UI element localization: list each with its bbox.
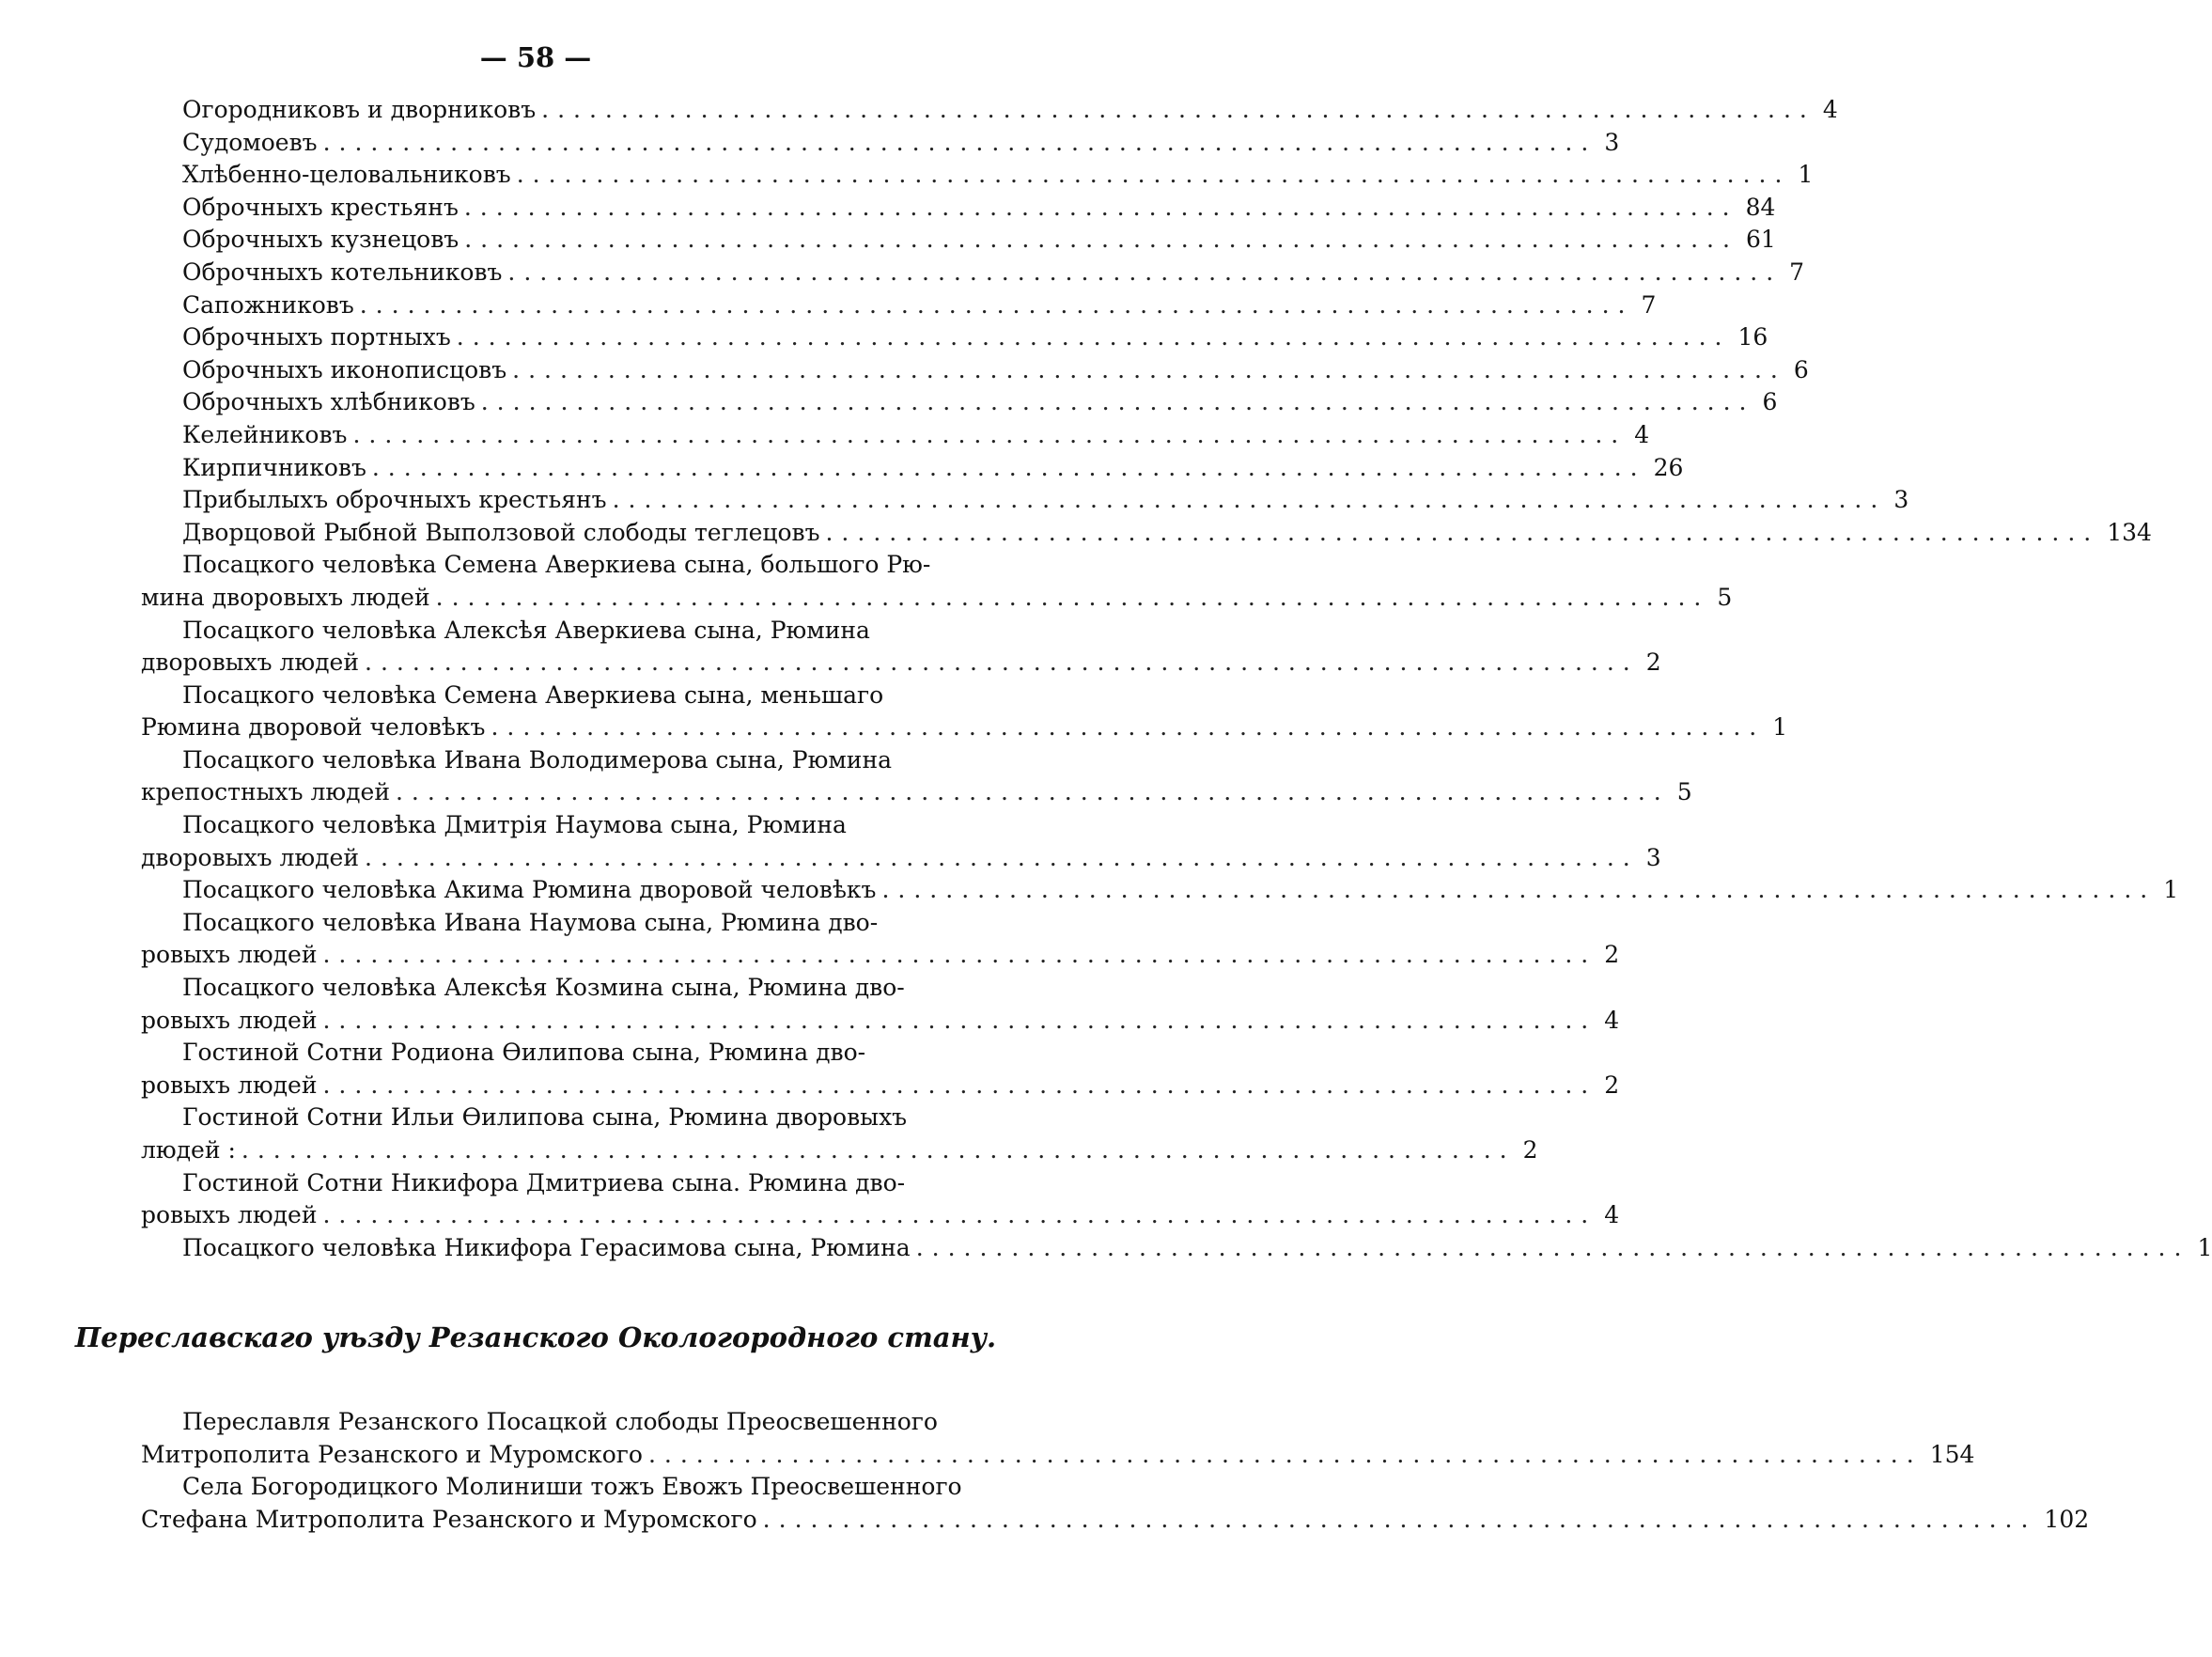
entry-label: дворовыхъ людей — [141, 843, 359, 871]
entry-count: 2 — [1604, 941, 1620, 969]
entry-count: 4 — [1634, 420, 1650, 448]
entry-row — [141, 386, 1778, 419]
entry-label: Оброчныхъ котельниковъ — [182, 258, 503, 286]
entry-count: 154 — [1929, 1440, 1975, 1468]
entry-row — [141, 1070, 1620, 1102]
entry-count: 1 — [1772, 713, 1788, 742]
entry-row — [141, 1037, 977, 1070]
entry-label: Митрополита Резанского и Муромского — [141, 1440, 643, 1468]
leader-dots: ................................................................................ — [915, 1233, 2190, 1261]
entry-label: Села Богородицкого Молиниши тожъ Евожъ Преосвешенного — [182, 1473, 962, 1501]
page-number: — 58 — — [479, 41, 592, 73]
leader-dots: ................................................................................ — [359, 290, 1634, 319]
entry-row — [141, 744, 977, 777]
leader-dots: ................................................................................ — [612, 486, 1887, 514]
leader-dots: ................................................................................ — [480, 388, 1755, 416]
section-heading: Переславскаго уѣзду Резанского Окологородного стану. — [74, 1321, 997, 1353]
leader-dots: ................................................................................ — [762, 1505, 2037, 1533]
entry-label: Огородниковъ и дворниковъ — [182, 96, 537, 123]
entry-row — [141, 842, 1661, 875]
leader-dots: ................................................................................ — [322, 1201, 1597, 1229]
leader-dots: ................................................................................ — [371, 453, 1646, 481]
entry-row — [141, 582, 1733, 615]
leader-dots: ................................................................................ — [395, 778, 1670, 806]
entry-label: ровыхъ людей — [141, 1006, 318, 1034]
entry-row — [141, 192, 1776, 225]
entry-label: Рюмина дворовой человѣкъ — [141, 713, 486, 742]
leader-dots: ................................................................................ — [825, 518, 2100, 546]
entry-row — [141, 94, 1838, 127]
entry-row — [141, 354, 1809, 387]
entry-label: Хлѣбенно-целовальниковъ — [182, 161, 511, 189]
entry-label: Прибылыхъ оброчныхъ крестьянъ — [182, 486, 607, 514]
entry-label: Судомоевъ — [182, 128, 318, 156]
leader-dots: ................................................................................ — [322, 128, 1597, 156]
entry-label: Посацкого человѣка Семена Аверкиева сына, большого Рю- — [182, 551, 931, 579]
entry-count: 6 — [1793, 355, 1809, 383]
entry-row — [141, 484, 1909, 517]
entry-row — [141, 517, 2152, 550]
entry-count: 2 — [1522, 1136, 1538, 1164]
leader-dots: ................................................................................ — [365, 649, 1639, 677]
entry-label: людей : — [141, 1136, 236, 1164]
entry-row — [141, 159, 1814, 192]
leader-dots: ................................................................................ — [322, 941, 1597, 969]
leader-dots: ................................................................................ — [507, 258, 1783, 286]
entry-row — [141, 1005, 1620, 1038]
leader-dots: ................................................................................ — [516, 161, 1791, 189]
entry-label: ровыхъ людей — [141, 1201, 318, 1229]
entry-row — [141, 1232, 2212, 1265]
entry-row — [141, 224, 1776, 257]
entry-row — [141, 680, 977, 712]
leader-dots: ................................................................................ — [541, 96, 1815, 123]
leader-dots: ................................................................................ — [322, 1006, 1597, 1034]
entry-count: 5 — [1676, 778, 1692, 806]
entry-row — [141, 289, 1657, 322]
entry-count: 3 — [1645, 843, 1661, 871]
leader-dots: ................................................................................ — [456, 323, 1731, 352]
entry-label: дворовыхъ людей — [141, 649, 359, 677]
leader-dots: ................................................................................ — [512, 355, 1786, 383]
entry-count: 7 — [1641, 290, 1657, 319]
leader-dots: ................................................................................ — [464, 226, 1738, 254]
entry-label: Келейниковъ — [182, 420, 348, 448]
entry-label: Посацкого человѣка Семена Аверкиева сына, меньшаго — [182, 680, 884, 709]
entry-count: 84 — [1745, 193, 1776, 221]
entry-count: 134 — [2107, 518, 2152, 546]
entry-label: Дворцовой Рыбной Выползовой слободы теглецовъ — [182, 518, 820, 546]
entry-row — [141, 419, 1650, 452]
registry-list — [141, 94, 2212, 1264]
entry-count: 102 — [2044, 1505, 2090, 1533]
entry-count: 2 — [1604, 1071, 1620, 1099]
entry-count: 4 — [1822, 96, 1838, 123]
entry-label: Посацкого человѣка Ивана Наумова сына, Рюмина дво- — [182, 908, 879, 936]
entry-label: Посацкого человѣка Акима Рюмина дворовой человѣкъ — [182, 876, 877, 904]
entry-label: ровыхъ людей — [141, 1071, 318, 1099]
entry-row — [141, 452, 1684, 485]
entry-count: 2 — [1645, 649, 1661, 677]
entry-row — [141, 1199, 1620, 1232]
entry-row — [141, 907, 977, 940]
entry-label: Посацкого человѣка Никифора Герасимова сына, Рюмина — [182, 1233, 911, 1261]
entry-row — [141, 1167, 977, 1200]
entry-label: крепостныхъ людей — [141, 778, 390, 806]
entry-count: 3 — [1893, 486, 1909, 514]
entry-row — [141, 972, 977, 1005]
entry-label: Стефана Митрополита Резанского и Муромского — [141, 1505, 757, 1533]
entry-label: ровыхъ людей — [141, 941, 318, 969]
entry-label: Гостиной Сотни Родиона Ѳилипова сына, Рюмина дво- — [182, 1039, 866, 1067]
entry-label: Оброчныхъ портныхъ — [182, 323, 451, 352]
entry-count: 7 — [1789, 258, 1805, 286]
entry-count: 5 — [1717, 583, 1733, 611]
entry-label: Посацкого человѣка Алексѣя Аверкиева сына, Рюмина — [182, 616, 870, 644]
entry-row — [141, 127, 1620, 160]
entry-row — [141, 1439, 1975, 1472]
entry-count: 26 — [1653, 453, 1684, 481]
entry-row — [141, 1471, 977, 1504]
entry-label: Сапожниковъ — [182, 290, 354, 319]
entry-label: Кирпичниковъ — [182, 453, 366, 481]
entry-row — [141, 1504, 2090, 1537]
entry-row — [141, 711, 1788, 744]
leader-dots: ................................................................................ — [881, 876, 2157, 904]
entry-label: Гостиной Сотни Никифора Дмитриева сына. Рюмина дво- — [182, 1168, 906, 1196]
entry-label: Переславля Резанского Посацкой слободы Преосвешенного — [182, 1408, 938, 1435]
entry-label: Посацкого человѣка Ивана Володимерова сына, Рюмина — [182, 745, 893, 774]
leader-dots: ................................................................................ — [322, 1071, 1597, 1099]
entry-label: Посацкого человѣка Алексѣя Козмина сына, Рюмина дво- — [182, 974, 905, 1002]
entry-row — [141, 1134, 1538, 1167]
entry-count: 61 — [1745, 226, 1776, 254]
leader-dots: ................................................................................ — [241, 1136, 1516, 1164]
entry-label: мина дворовыхъ людей — [141, 583, 430, 611]
entry-label: Оброчныхъ кузнецовъ — [182, 226, 460, 254]
entry-count: 1 — [2163, 876, 2179, 904]
entry-row — [141, 1102, 977, 1134]
entry-row — [141, 776, 1692, 809]
entry-label: Оброчныхъ хлѣбниковъ — [182, 388, 475, 416]
entry-count: 1 — [1798, 161, 1814, 189]
entry-count: 6 — [1762, 388, 1778, 416]
leader-dots: ................................................................................ — [491, 713, 1766, 742]
entry-count: 4 — [1604, 1006, 1620, 1034]
entry-label: Оброчныхъ иконописцовъ — [182, 355, 507, 383]
entry-row — [141, 257, 1805, 289]
entry-row — [141, 647, 1661, 680]
entry-label: Оброчныхъ крестьянъ — [182, 193, 459, 221]
entry-count: 4 — [1604, 1201, 1620, 1229]
entry-label: Гостиной Сотни Ильи Ѳилипова сына, Рюмина дворовыхъ — [182, 1103, 908, 1132]
leader-dots: ................................................................................ — [463, 193, 1738, 221]
entry-row — [141, 939, 1620, 972]
entry-row — [141, 321, 1768, 354]
leader-dots: ................................................................................ — [352, 420, 1628, 448]
leader-dots: ................................................................................ — [365, 843, 1639, 871]
entry-row — [141, 1406, 977, 1439]
entry-count: 16 — [1737, 323, 1768, 352]
leader-dots: ................................................................................ — [435, 583, 1710, 611]
entry-count: 3 — [1604, 128, 1620, 156]
entry-label: Посацкого человѣка Дмитрія Наумова сына, Рюмина — [182, 811, 847, 839]
leader-dots: ................................................................................ — [647, 1440, 1923, 1468]
entry-count: 1 — [2197, 1233, 2212, 1261]
entry-row — [141, 549, 977, 582]
entry-row — [141, 809, 977, 842]
entry-row — [141, 874, 2179, 907]
section-registry-list — [141, 1406, 2090, 1536]
entry-row — [141, 615, 977, 648]
